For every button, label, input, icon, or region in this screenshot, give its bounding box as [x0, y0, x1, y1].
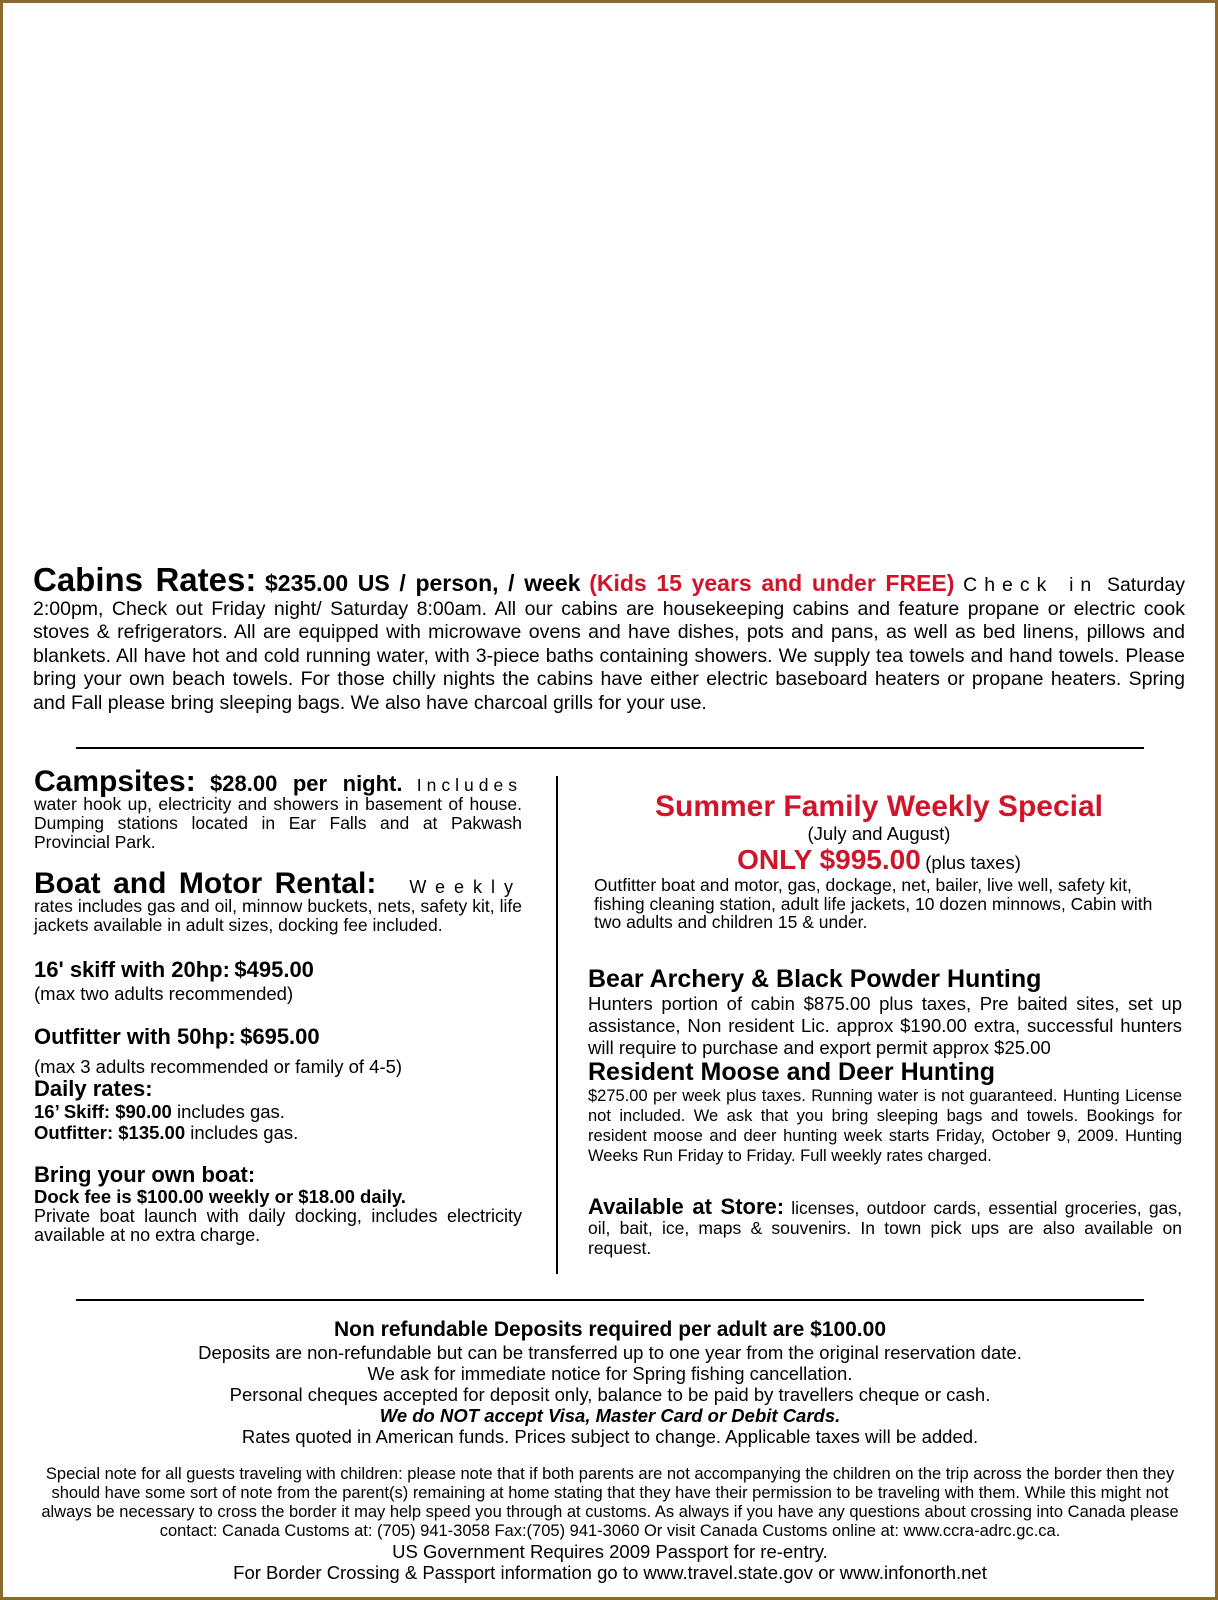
outfitter-price: $695.00 [240, 1024, 320, 1049]
special-subtitle: (July and August) [807, 823, 951, 844]
bear-body: Hunters portion of cabin $875.00 plus taxes, Pre baited sites, set up assistance, Non resident Lic. approx $190.00 extra, successful hunters will require to purchase and export permit approx $25.00 [588, 993, 1182, 1058]
divider-vertical [556, 776, 558, 1274]
store-heading: Available at Store: [588, 1194, 785, 1219]
campsites-body: water hook up, electricity and showers in basement of house. Dumping stations located in Ear Falls and at Pakwash Provincial Park. [34, 794, 522, 852]
daily-rates-heading: Daily rates: [34, 1076, 153, 1101]
skiff-block [34, 957, 522, 983]
moose-heading: Resident Moose and Deer Hunting [588, 1058, 995, 1086]
campsites-price: $28.00 per night. [210, 771, 403, 796]
special-body: Outfitter boat and motor, gas, dockage, net, bailer, live well, safety kit, fishing cleaning station, adult life jackets, 10 dozen minnows, Cabin with two adults and children 15 & under. [594, 875, 1153, 932]
boat-rental-body: rates includes gas and oil, minnow buckets, nets, safety kit, life jackets available in adult sizes, docking fee included. [34, 896, 522, 935]
skiff-title: 16' skiff with 20hp: [34, 957, 230, 982]
cabins-section [33, 561, 1186, 715]
cabins-heading: Cabins Rates: [33, 561, 257, 598]
moose-hunting [588, 1058, 1182, 1166]
left-column [34, 765, 522, 1245]
special-title: Summer Family Weekly Special [655, 790, 1103, 823]
bear-heading: Bear Archery & Black Powder Hunting [588, 965, 1042, 993]
bear-hunting [588, 965, 1182, 1059]
campsites-heading: Campsites: [34, 765, 196, 798]
cabins-kids-free: (Kids 15 years and under FREE) [589, 570, 955, 596]
cabins-price: $235.00 US / person, / week [265, 570, 581, 596]
special-only-price: ONLY $995.00 [737, 844, 921, 875]
campsites-block [34, 765, 522, 852]
cabins-check-in: Check in [963, 574, 1099, 596]
deposits-line-3: Personal cheques accepted for deposit only, balance to be paid by travellers cheque or cash. [229, 1384, 991, 1405]
boat-rental-heading: Boat and Motor Rental: [34, 867, 377, 900]
deposits-no-cards: We do NOT accept Visa, Master Card or Debit Cards. [379, 1405, 841, 1426]
deposits-line-2: We ask for immediate notice for Spring fishing cancellation. [367, 1363, 853, 1384]
deposits-title: Non refundable Deposits required per adult are $100.00 [334, 1318, 886, 1341]
store-block [588, 1194, 1182, 1259]
daily-skiff [34, 1101, 522, 1122]
border-info: For Border Crossing & Passport information go to www.travel.state.gov or www.infonorth.net [233, 1562, 987, 1583]
outfitter-title: Outfitter with 50hp: [34, 1024, 236, 1049]
moose-body: $275.00 per week plus taxes. Running water is not guaranteed. Hunting License not included. We ask that you bring sleeping bags and towels. Bookings for resident moose and deer hunting week starts Friday, October 9, 2009. Hunting Weeks Run Friday to Friday. Full weekly rates charged. [588, 1087, 1182, 1165]
children-note: Special note for all guests traveling with children: please note that if both parents are not accompanying the children on the trip across the border then they should have some sort of note from the parent(s) remaining at home stating that they have their permission to be traveling with them. While this might not always be necessary to cross the border it may help speed you through at customs. As always if you have any questions about crossing into Canada please contact: Canada Customs at: (705) 941-3058 Fax:(705) 941-3060 Or visit Canada Customs online at: www.ccra-adrc.gc.ca. [41, 1465, 1179, 1540]
campsites-includes: Includes [416, 775, 522, 795]
store-body: licenses, outdoor cards, essential groceries, gas, oil, bait, ice, maps & souvenirs. In town pick ups are also available on request. [588, 1198, 1182, 1258]
summer-special [580, 790, 1178, 932]
daily-outfitter-rest: includes gas. [190, 1122, 299, 1143]
daily-outfitter-label: Outfitter: $135.00 [34, 1122, 186, 1143]
deposits-line-1: Deposits are non-refundable but can be transferred up to one year from the original reservation date. [198, 1342, 1022, 1363]
own-boat-dock-fee: Dock fee is $100.00 weekly or $18.00 daily. [34, 1186, 406, 1207]
outfitter-note: (max 3 adults recommended or family of 4-5) [34, 1056, 403, 1077]
own-boat-heading: Bring your own boat: [34, 1162, 256, 1187]
skiff-price: $495.00 [234, 957, 314, 982]
store-section [588, 1194, 1182, 1259]
daily-skiff-rest: includes gas. [176, 1101, 285, 1122]
deposits-section [34, 1318, 1186, 1583]
daily-skiff-label: 16’ Skiff: $90.00 [34, 1101, 172, 1122]
outfitter-block [34, 1024, 522, 1050]
cabins-body: Saturday 2:00pm, Check out Friday night/ Saturday 8:00am. All our cabins are housekeeping cabins and feature propane or electric cook stoves & refrigerators. All are equipped with microwave ovens and have dishes, pots and pans, as well as bed linens, pillows and blankets. All have hot and cold running water, with 3-piece baths containing showers. We supply tea towels and hand towels. Please bring your own beach towels. For those chilly nights the cabins have either electric baseboard heaters or propane heaters. Spring and Fall please bring sleeping bags. We also have charcoal grills for your use. [33, 574, 1186, 714]
special-plus-taxes: (plus taxes) [925, 852, 1021, 873]
deposits-line-4: Rates quoted in American funds. Prices subject to change. Applicable taxes will be added. [241, 1426, 979, 1447]
daily-outfitter [34, 1122, 522, 1143]
passport-note: US Government Requires 2009 Passport for re-entry. [392, 1541, 828, 1562]
boat-rental-block [34, 867, 522, 935]
special-price-line [580, 844, 1178, 876]
divider-top [76, 747, 1144, 749]
own-boat-body: Private boat launch with daily docking, includes electricity available at no extra charge. [34, 1206, 522, 1245]
boat-rental-weekly: Weekly [409, 877, 522, 897]
divider-bottom [76, 1299, 1144, 1301]
skiff-note: (max two adults recommended) [34, 983, 294, 1004]
